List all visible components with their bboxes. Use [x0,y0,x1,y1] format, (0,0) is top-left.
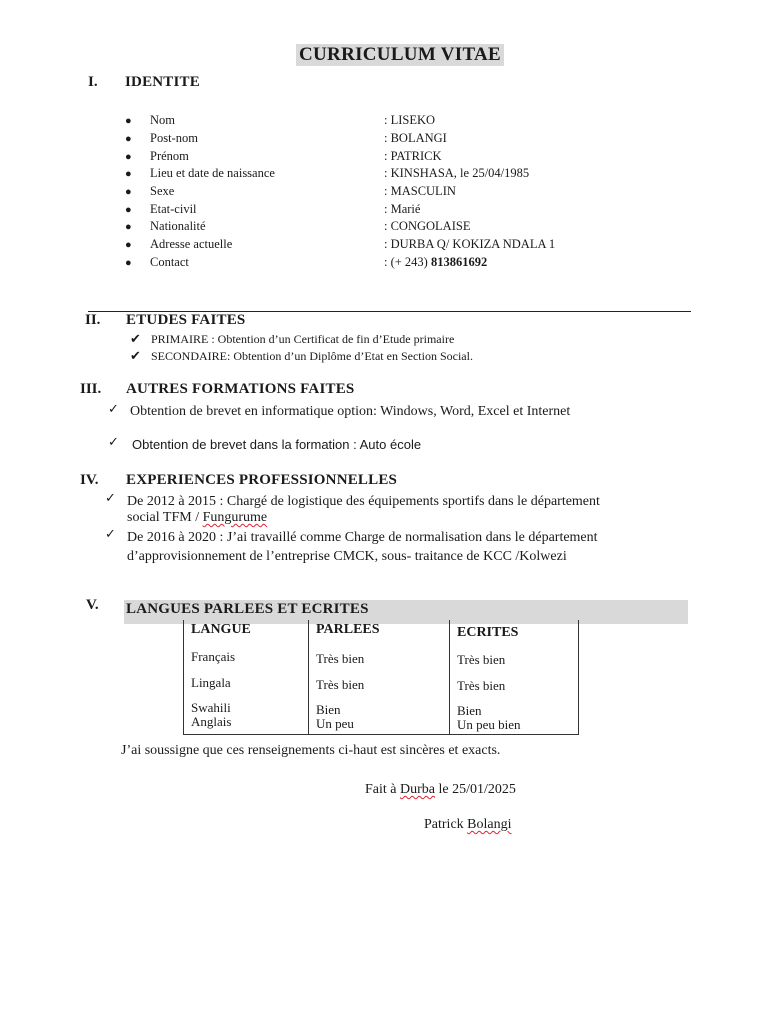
check-icon: ✓ [108,434,119,449]
identite-value: : KINSHASA, le 25/04/1985 [384,166,530,180]
etudes-item: PRIMAIRE : Obtention d’un Certificat de fin d’Etude primaire [151,332,455,346]
bullet-icon: ● [125,221,132,233]
check-icon: ✔ [130,331,141,346]
section-title-experiences: EXPERIENCES PROFESSIONNELLES [126,472,398,488]
cv-title: CURRICULUM VITAE [296,44,504,66]
section-title-etudes: ETUDES FAITES [126,312,246,328]
table-cell: Bien Un peu [309,697,450,735]
section-number-langues: V. [86,597,99,613]
table-cell: Lingala [184,671,309,697]
bullet-icon: ● [125,115,132,127]
place-date: Fait à Durba le 25/01/2025 [365,782,516,797]
identite-label: Etat-civil [150,202,197,216]
identite-label: Post-nom [150,131,198,145]
section-number-formations: III. [80,381,102,397]
table-cell: Très bien [309,671,450,697]
check-icon: ✓ [108,401,119,416]
identite-label: Contact [150,255,189,269]
table-cell: Très bien [450,643,579,671]
identite-label: Sexe [150,184,175,198]
table-cell: Bien Un peu bien [450,697,579,735]
identite-value: : Marié [384,202,421,216]
identite-label: Prénom [150,149,189,163]
identite-value: : BOLANGI [384,131,447,145]
identite-label: Lieu et date de naissance [150,166,275,180]
bullet-icon: ● [125,168,132,180]
section-title-formations: AUTRES FORMATIONS FAITES [126,381,355,397]
check-icon: ✓ [105,490,116,505]
section-number-experiences: IV. [80,472,99,488]
bullet-icon: ● [125,151,132,163]
spellcheck-word: Bolangi [467,817,512,832]
bullet-icon: ● [125,133,132,145]
formations-item: Obtention de brevet dans la formation : Auto école [132,437,422,452]
identite-value: : PATRICK [384,149,442,163]
identite-value: : LISEKO [384,113,436,127]
experience-line: De 2016 à 2020 : J’ai travaillé comme Charge de normalisation dans le département [127,530,598,545]
table-row [184,697,579,735]
identite-value: : DURBA Q/ KOKIZA NDALA 1 [384,237,556,251]
section-title-identite: IDENTITE [125,74,200,90]
identite-label: Adresse actuelle [150,237,233,251]
spellcheck-word: Fungurume [202,510,268,525]
declaration-text: J’ai soussigne que ces renseignements ci-haut est sincères et exacts. [121,743,501,758]
table-cell: Swahili Anglais [184,697,309,735]
identite-label: Nationalité [150,219,206,233]
experience-line: d’approvisionnement de l’entreprise CMCK, sous- traitance de KCC /Kolwezi [127,549,567,564]
section-number-etudes: II. [85,312,101,328]
languages-table [183,620,579,735]
signature-name: Patrick Bolangi [424,817,512,832]
identite-value: : CONGOLAISE [384,219,471,233]
bullet-icon: ● [125,186,132,198]
identite-value: : (+ 243) 813861692 [384,255,488,269]
table-cell: Français [184,643,309,671]
table-row [184,671,579,697]
experience-line: social TFM / Fungurume [127,510,268,525]
section-title-langues: LANGUES PARLEES ET ECRITES [126,601,369,617]
experience-line: De 2012 à 2015 : Chargé de logistique des équipements sportifs dans le département [127,494,600,509]
table-header-cell: ECRITES [450,620,579,643]
identite-value: : MASCULIN [384,184,456,198]
identite-label: Nom [150,113,175,127]
check-icon: ✓ [105,526,116,541]
bullet-icon: ● [125,257,132,269]
table-header-row [184,620,579,643]
table-cell: Très bien [309,643,450,671]
formations-item: Obtention de brevet en informatique option: Windows, Word, Excel et Internet [130,404,571,419]
table-header-cell: PARLEES [309,620,450,643]
etudes-item: SECONDAIRE: Obtention d’un Diplôme d’Etat en Section Social. [151,349,473,363]
bullet-icon: ● [125,239,132,251]
section-number-identite: I. [88,74,98,90]
table-header-cell: LANGUE [184,620,309,643]
spellcheck-word: Durba [400,782,435,797]
phone-number: 813861692 [430,255,488,269]
table-row [184,643,579,671]
bullet-icon: ● [125,204,132,216]
check-icon: ✔ [130,348,141,363]
table-cell: Très bien [450,671,579,697]
